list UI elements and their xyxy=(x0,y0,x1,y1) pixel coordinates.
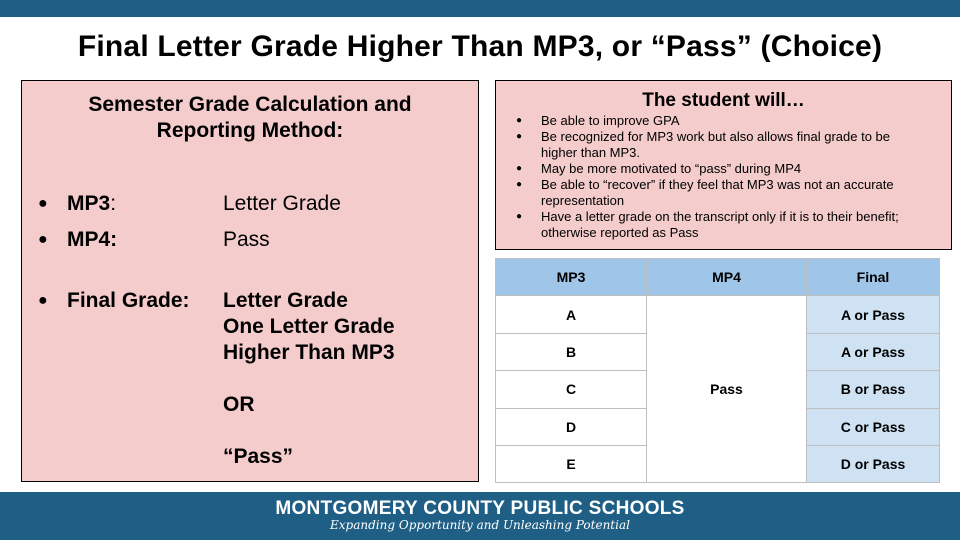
student-will-list xyxy=(496,113,951,241)
district-tagline: Expanding Opportunity and Unleashing Potential xyxy=(330,518,630,532)
cell-final: D or Pass xyxy=(807,445,940,482)
list-item: ● Be able to improve GPA xyxy=(516,113,680,128)
district-name: MONTGOMERY COUNTY PUBLIC SCHOOLS xyxy=(275,498,685,519)
bullet-icon: ● xyxy=(516,115,523,126)
header-final: Final xyxy=(807,259,940,296)
bullet-icon: ● xyxy=(516,131,523,142)
cell-final: B or Pass xyxy=(807,371,940,408)
calculation-method-panel xyxy=(21,80,479,482)
list-item: ● Be able to “recover” if they feel that MP3 was not an accurate representation xyxy=(516,177,894,208)
final-value-line: Higher Than MP3 xyxy=(223,341,395,364)
bullet-icon: ● xyxy=(516,163,523,174)
student-will-panel xyxy=(495,80,952,250)
footer-banner xyxy=(0,492,960,540)
cell-final: A or Pass xyxy=(807,296,940,333)
list-item: ● May be more motivated to “pass” during MP4 xyxy=(516,161,802,176)
cell-mp4-merged: Pass xyxy=(647,296,807,483)
final-grade-values xyxy=(223,288,395,470)
cell-mp3: C xyxy=(496,371,647,408)
bullet-icon: ● xyxy=(38,195,48,212)
final-value-line: OR xyxy=(223,393,255,416)
mp4-value: Pass xyxy=(223,228,270,251)
top-banner xyxy=(0,0,960,17)
final-value-line: One Letter Grade xyxy=(223,315,395,338)
slide-title: Final Letter Grade Higher Than MP3, or “Pass” (Choice) xyxy=(77,30,883,63)
bullet-icon: ● xyxy=(38,292,48,309)
cell-final: A or Pass xyxy=(807,333,940,370)
final-value-line: Letter Grade xyxy=(223,289,348,312)
bullet-icon: ● xyxy=(516,211,523,222)
heading-line-1: Semester Grade Calculation and xyxy=(88,93,412,116)
mp4-label: MP4: xyxy=(67,228,118,251)
cell-mp3: A xyxy=(496,296,647,333)
bullet-icon: ● xyxy=(516,179,523,190)
table-row xyxy=(496,296,940,333)
bullet-icon: ● xyxy=(38,231,48,248)
final-grade-label: Final Grade: xyxy=(67,289,190,312)
mp3-label: MP3: xyxy=(67,192,117,215)
mp3-value: Letter Grade xyxy=(223,192,341,215)
cell-mp3: D xyxy=(496,408,647,445)
header-mp4: MP4 xyxy=(647,259,807,296)
cell-mp3: E xyxy=(496,445,647,482)
header-mp3: MP3 xyxy=(496,259,647,296)
student-will-title: The student will… xyxy=(642,90,805,111)
cell-final: C or Pass xyxy=(807,408,940,445)
cell-mp3: B xyxy=(496,333,647,370)
list-item: ● Have a letter grade on the transcript only if it is to their benefit; otherwise reported as Pass xyxy=(516,209,899,240)
list-item: ● Be recognized for MP3 work but also allows final grade to be higher than MP3. xyxy=(516,129,891,160)
grade-table xyxy=(495,258,940,483)
heading-line-2: Reporting Method: xyxy=(156,119,344,142)
calculation-method-heading xyxy=(22,92,478,144)
final-value-line: “Pass” xyxy=(223,445,294,468)
table-header-row xyxy=(496,259,940,296)
